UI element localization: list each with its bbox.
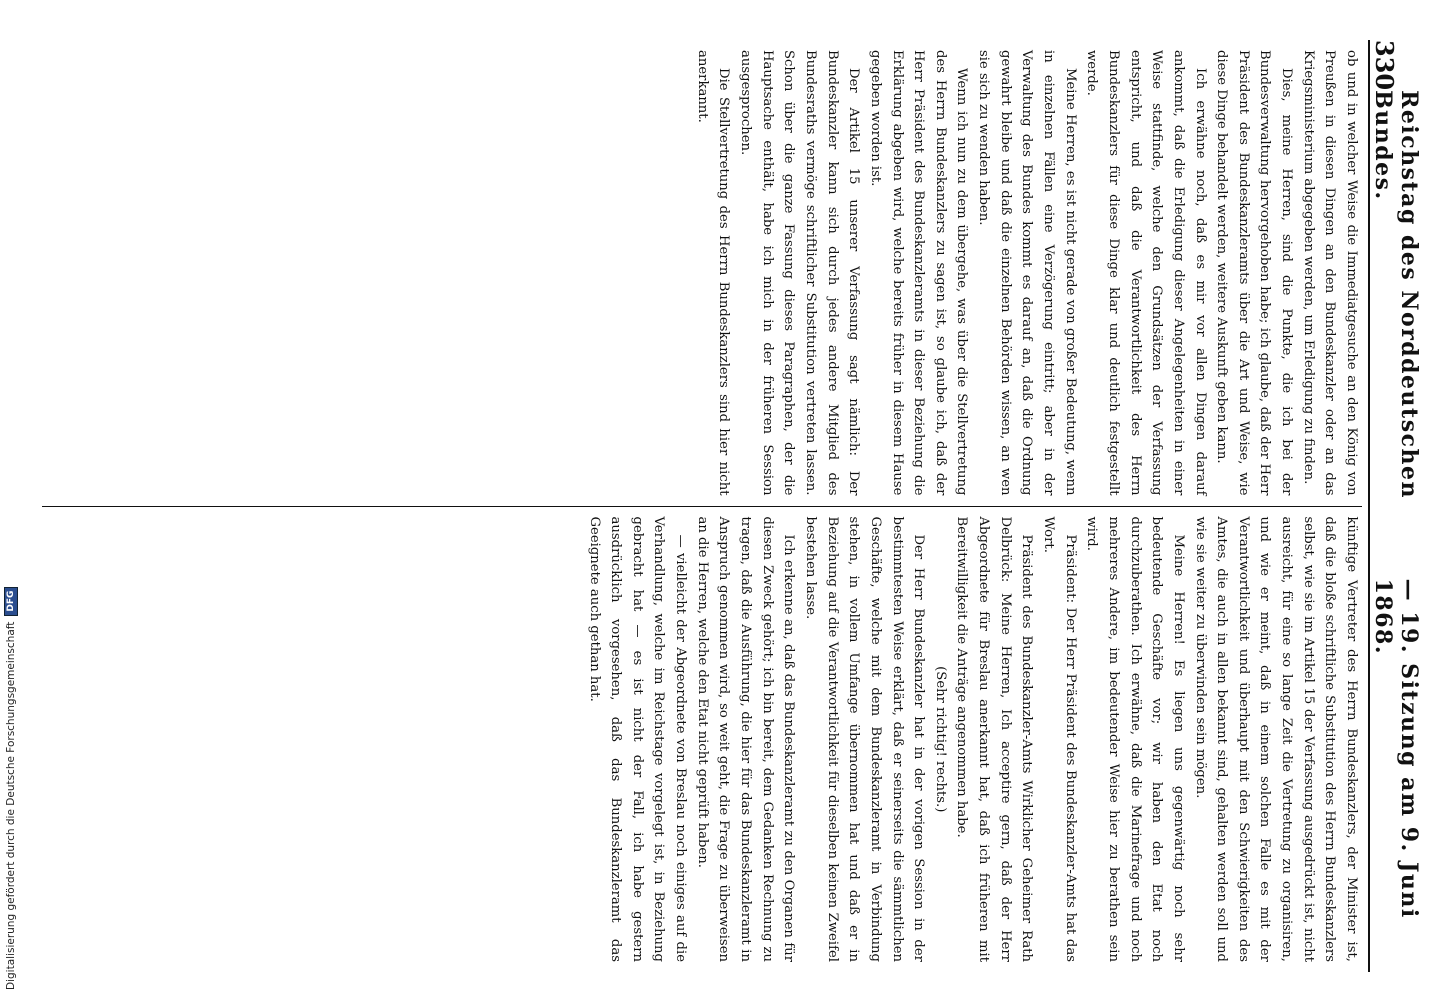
digitization-footer (0, 0, 26, 1000)
paragraph: Der Artikel 15 unserer Verfassung sagt nämlich: Der Bundeskanzler kann sich durch jedes andere Mitglied des Bundesraths vermöge schriftlicher Substitution vertreten lassen. Schon über die ganze Fassung dieses Paragraphen, der die Hauptsache enthält, habe ich mich in der früheren Session ausgesprochen. (738, 50, 862, 496)
speaker-paragraph: Präsident des Bundeskanzler-Amts Wirklicher Geheimer Rath Delbrück: Meine Herren, Ich acceptire gern, daß der Herr Abgeordnete für Breslau anerkannt hat, daß ich früheren mit Bereitwilligkeit die Anträge angenommen habe. (954, 516, 1035, 962)
page-header (1368, 40, 1422, 972)
left-column (42, 40, 1362, 506)
paragraph: ob und in welcher Weise die Immediatgesuche an den König von Preußen in diesen Dingen an den Bundeskanzler oder an das Kriegsministerium abgegeben werden, um Erledigung zu finden. (1300, 50, 1359, 496)
paragraph: Die Stellvertretung des Herrn Bundeskanzlers sind hier nicht anerkannt. (694, 50, 732, 496)
paragraph: Meine Herren! Es liegen uns gegenwärtig noch sehr bedeutende Geschäfte vor; wir haben den Etat noch durchzuberathen. Ich erwähne, daß die Marinefrage und noch mehreres Andere, im bedeutender Weise hier zu berathen sein wird. (1084, 516, 1186, 962)
paragraph: Wenn ich nun zu dem übergehe, was über die Stellvertretung des Herrn Bundeskanzlers zu sagen ist, so glaube ich, daß der Herr Präsident des Bundeskanzleramts in dieser Beziehung die Erklärung abgeben wird, welche bereits früher in diesem Hause gegeben worden ist. (867, 50, 970, 496)
running-title: Reichstag des Norddeutschen Bundes. (1370, 90, 1422, 499)
speaker-paragraph: Präsident: Der Herr Präsident des Bundeskanzler-Amts hat das Wort. (1041, 516, 1078, 962)
footer-text: Digitalisierung gefördert durch die Deutsche Forschungsgemeinschaft (5, 621, 17, 990)
paragraph: Dies, meine Herren, sind die Punkte, die ich bei der Bundesverwaltung hervorgehoben habe; ich glaube, daß der Herr Präsident des Bundeskanzleramts über die Art und Weise, wie diese Dinge behandelt werden, weitere Auskunft geben kann. (1214, 50, 1295, 496)
dfg-logo: DFG (4, 587, 18, 616)
right-column (42, 506, 1362, 973)
paragraph: Der Herr Bundeskanzler hat in der vorigen Session in der bestimmtesten Weise erklärt, daß er seinerseits die sämmtlichen Geschäfte, welche mit dem Bundeskanzleramt in Verbindung stehen, in vollem Umfange übernommen hat und daß er in Beziehung auf die Verantwortlichkeit für dieselben keinen Zweifel bestehen lasse. (802, 516, 927, 962)
page-number: 330 (1370, 40, 1399, 91)
paragraph: Ich erwähne noch, daß es mir vor allen Dingen darauf ankommt, daß die Erledigung dieser Angelegenheiten in einer Weise stattfinde, welche den Grundsätzen der Verfassung entspricht, und daß die Verantwortlichkeit des Herrn Bundeskanzlers für diese Dinge klar und deutlich festgestellt werde. (1084, 50, 1208, 496)
interjection: (Sehr richtig! rechts.) (932, 666, 948, 813)
paragraph: Ich erkenne an, daß das Bundeskanzleramt zu den Organen für diesen Zweck gehört; ich bin bereit, dem Gedanken Rechnung zu tragen, daß die Ausführung, die hier für das Bundeskanzleramt in Anspruch genommen wird, so weit geht, die Frage zu überweisen an die Herren, welche den Etat nicht geprüft haben. (694, 516, 797, 962)
paragraph: — vielleicht der Abgeordnete von Breslau noch einiges auf die Verhandlung, welche im Reichstage vorgelegt ist, in Beziehung gebracht hat — es ist nicht der Fall, ich habe gestern ausdrücklich vorgesehen, daß das Bundeskanzleramt das Geeignete auch gethan hat. (586, 516, 689, 962)
text-columns (42, 40, 1362, 972)
paragraph: künftige Vertreter des Herrn Bundeskanzlers, der Minister ist, daß die bloße schriftliche Substitution des Herrn Bundeskanzlers selbst, wie sie im Artikel 15 der Verfassung ausgedrückt ist, nicht ausreicht, für eine so lange Zeit die Vertretung zu organisiren, und wie er meint, daß in einem solchen Falle es mit der Verantwortlichkeit und überhaupt mit den Schwierigkeiten des Amtes, die auch in allen bekannt sind, gehalten werden soll und wie sie weiter zu überwinden sein mögen. (1192, 516, 1359, 962)
session-date: — 19. Sitzung am 9. Juni 1868. (1370, 578, 1422, 919)
paragraph: Meine Herren, es ist nicht gerade von großer Bedeutung, wenn in einzelnen Fällen eine Verzögerung eintritt; aber in der Verwaltung des Bundes kommt es darauf an, daß die Ordnung gewahrt bleibe und daß die einzelnen Behörden wissen, an wen sie sich zu wenden haben. (976, 50, 1078, 496)
